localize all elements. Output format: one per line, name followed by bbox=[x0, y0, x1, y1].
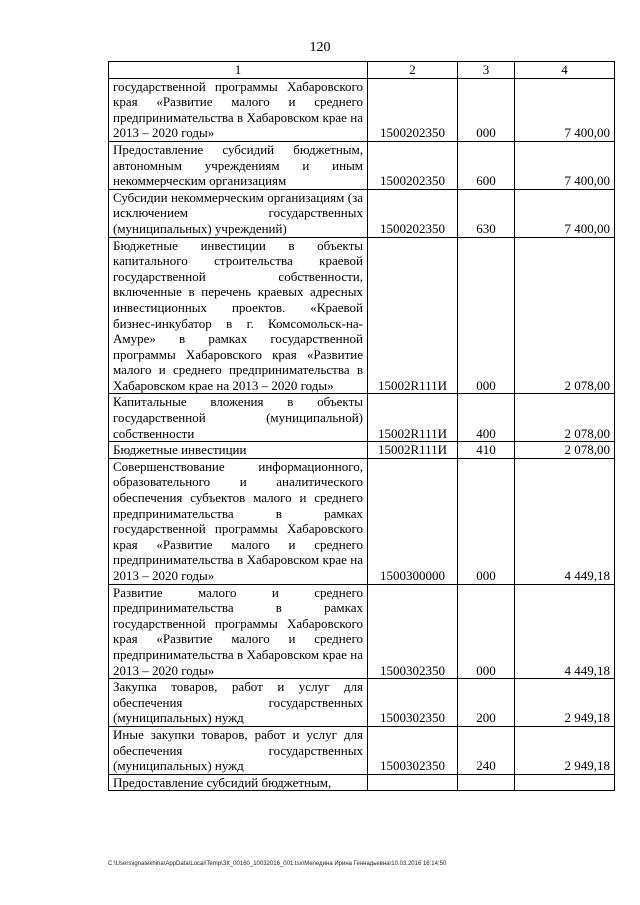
table-row bbox=[109, 726, 615, 774]
table-row bbox=[109, 141, 615, 189]
row-target-code: 1500302350 bbox=[368, 679, 458, 727]
row-target-code: 1500302350 bbox=[368, 584, 458, 679]
row-amount: 2 078,00 bbox=[515, 237, 615, 394]
row-target-code bbox=[368, 774, 458, 791]
row-expense-type: 630 bbox=[458, 189, 515, 237]
row-target-code: 15002R111И bbox=[368, 237, 458, 394]
row-expense-type: 000 bbox=[458, 78, 515, 141]
row-amount: 2 949,18 bbox=[515, 726, 615, 774]
row-amount: 2 078,00 bbox=[515, 394, 615, 442]
table-header-row bbox=[109, 62, 615, 79]
budget-table bbox=[108, 61, 615, 791]
row-expense-type: 000 bbox=[458, 237, 515, 394]
table-row bbox=[109, 394, 615, 442]
row-expense-type: 200 bbox=[458, 679, 515, 727]
row-description: Капитальные вложения в объекты государственной (муниципальной) собственности bbox=[109, 394, 368, 442]
table-row bbox=[109, 774, 615, 791]
row-amount: 2 078,00 bbox=[515, 442, 615, 459]
row-description: Предоставление субсидий бюджетным, автономным учреждениям и иным некоммерческим организациям bbox=[109, 141, 368, 189]
column-header-1: 1 bbox=[109, 62, 368, 79]
row-target-code: 1500302350 bbox=[368, 726, 458, 774]
row-description: Субсидии некоммерческим организациям (за исключением государственных (муниципальных) учреждений) bbox=[109, 189, 368, 237]
row-amount: 4 449,18 bbox=[515, 584, 615, 679]
table-row bbox=[109, 584, 615, 679]
row-description: Бюджетные инвестиции bbox=[109, 442, 368, 459]
row-target-code: 15002R111И bbox=[368, 394, 458, 442]
row-target-code: 1500300000 bbox=[368, 458, 458, 584]
column-header-4: 4 bbox=[515, 62, 615, 79]
row-amount: 4 449,18 bbox=[515, 458, 615, 584]
row-amount bbox=[515, 774, 615, 791]
row-description: Совершенствование информационного, образовательного и аналитического обеспечения субъектов малого и среднего предпринимательства в рамках государственной программы Хабаровского края «Развитие малого и среднего предпринимательства в Хабаровском крае на 2013 – 2020 годы» bbox=[109, 458, 368, 584]
row-amount: 7 400,00 bbox=[515, 189, 615, 237]
row-amount: 2 949,18 bbox=[515, 679, 615, 727]
table-row bbox=[109, 189, 615, 237]
row-expense-type: 240 bbox=[458, 726, 515, 774]
row-expense-type: 000 bbox=[458, 458, 515, 584]
table-row bbox=[109, 458, 615, 584]
row-expense-type bbox=[458, 774, 515, 791]
row-description: Закупка товаров, работ и услуг для обеспечения государственных (муниципальных) нужд bbox=[109, 679, 368, 727]
page-number: 120 bbox=[309, 40, 331, 55]
row-target-code: 1500202350 bbox=[368, 78, 458, 141]
row-amount: 7 400,00 bbox=[515, 141, 615, 189]
table-row bbox=[109, 679, 615, 727]
row-target-code: 1500202350 bbox=[368, 189, 458, 237]
row-expense-type: 000 bbox=[458, 584, 515, 679]
row-description: Иные закупки товаров, работ и услуг для обеспечения государственных (муниципальных) нужд bbox=[109, 726, 368, 774]
row-target-code: 1500202350 bbox=[368, 141, 458, 189]
row-description: государственной программы Хабаровского края «Развитие малого и среднего предпринимательства в Хабаровском крае на 2013 – 2020 годы» bbox=[109, 78, 368, 141]
row-expense-type: 400 bbox=[458, 394, 515, 442]
row-description: Бюджетные инвестиции в объекты капитального строительства краевой государственной собственности, включенные в перечень краевых адресных инвестиционных проектов. «Краевой бизнес-инкубатор в г. Комсомольск-на-Амуре» в рамках государственной программы Хабаровского края «Развитие малого и среднего предпринимательства в Хабаровском крае на 2013 – 2020 годы» bbox=[109, 237, 368, 394]
row-expense-type: 410 bbox=[458, 442, 515, 459]
row-description: Предоставление субсидий бюджетным, bbox=[109, 774, 368, 791]
column-header-3: 3 bbox=[458, 62, 515, 79]
row-expense-type: 600 bbox=[458, 141, 515, 189]
column-header-2: 2 bbox=[368, 62, 458, 79]
document-footer-path: C:\Users\ignatekhina\AppData\Local\Temp\ЗК_00160_10032016_001.tsx\Меледина Ирина Геннадьевна\10.03.2016 16:14:50 bbox=[108, 861, 447, 867]
table-row bbox=[109, 442, 615, 459]
table-row bbox=[109, 78, 615, 141]
table-row bbox=[109, 237, 615, 394]
row-description: Развитие малого и среднего предпринимательства в рамках государственной программы Хабаровского края «Развитие малого и среднего предпринимательства в Хабаровском крае на 2013 – 2020 годы» bbox=[109, 584, 368, 679]
row-amount: 7 400,00 bbox=[515, 78, 615, 141]
row-target-code: 15002R111И bbox=[368, 442, 458, 459]
